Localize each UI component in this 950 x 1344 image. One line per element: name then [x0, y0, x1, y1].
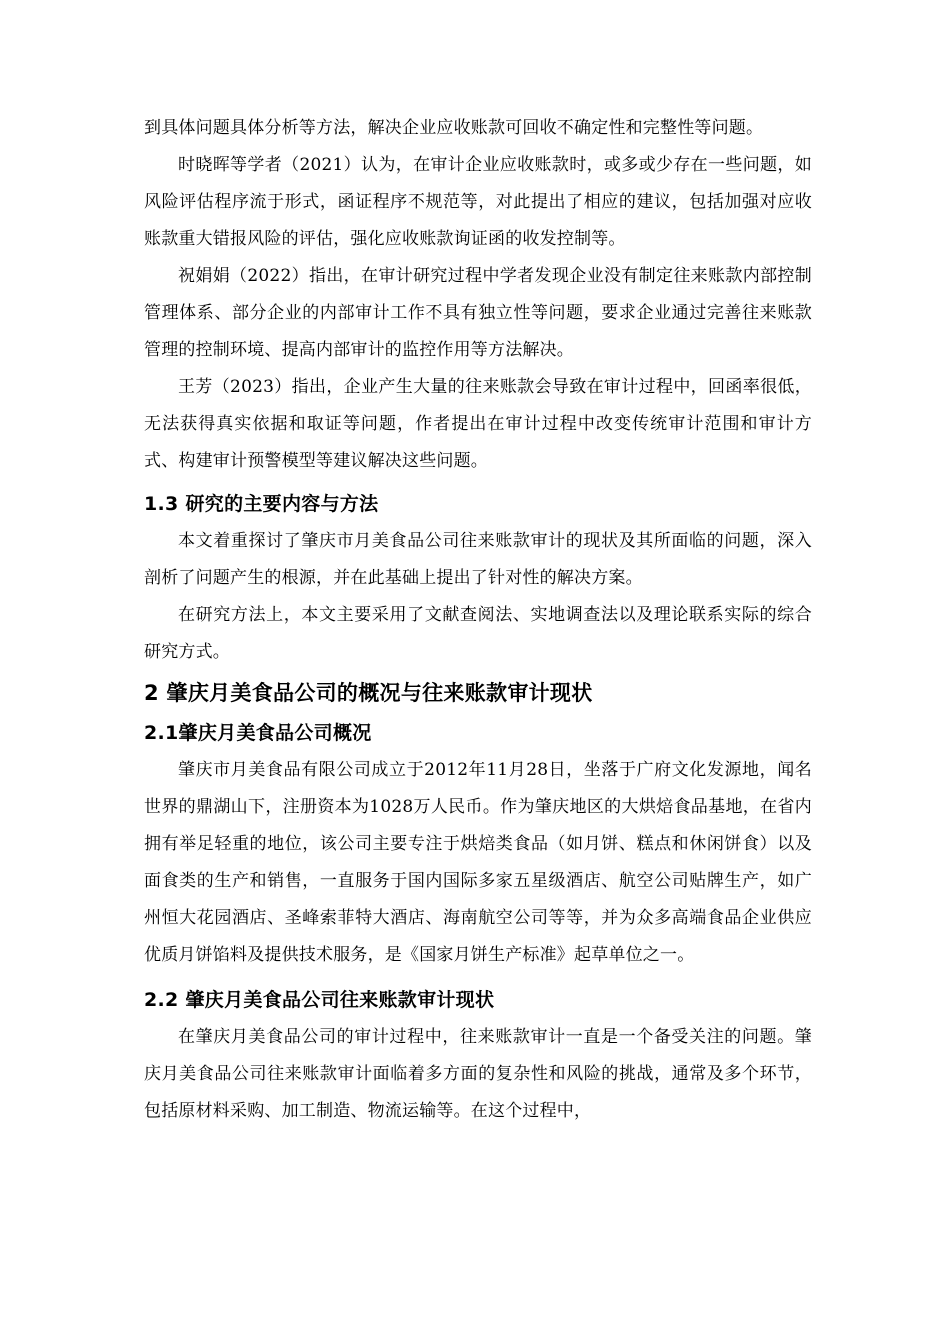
paragraph-company-overview: 肇庆市月美食品有限公司成立于2012年11月28日，坐落于广府文化发源地，闻名世界的鼎湖山下，注册资本为1028万人民币。作为肇庆地区的大烘焙食品基地，在省内拥有举足轻重的地位，该公司主要专注于烘焙类食品（如月饼、糕点和休闲饼食）以及面食类的生产和销售，一直服务于国内国际多家五星级酒店、航空公司贴牌生产，如广州恒大花园酒店、圣峰索菲特大酒店、海南航空公司等等，并为众多高端食品企业供应优质月饼馅料及提供技术服务，是《国家月饼生产标准》起草单位之一。 [144, 760, 812, 965]
section-heading-2-2: 2.2 肇庆月美食品公司往来账款审计现状 [144, 989, 495, 1011]
document-page [144, 110, 812, 1130]
paragraph-main-content: 本文着重探讨了肇庆市月美食品公司往来账款审计的现状及其所面临的问题，深入剖析了问题产生的根源，并在此基础上提出了针对性的解决方案。 [144, 531, 812, 588]
paragraph-audit-status: 在肇庆月美食品公司的审计过程中，往来账款审计一直是一个备受关注的问题。肇庆月美食品公司往来账款审计面临着多方面的复杂性和风险的挑战，通常及多个环节，包括原材料采购、加工制造、物流运输等。在这个过程中， [144, 1027, 812, 1121]
section-heading-2-1: 2.1肇庆月美食品公司概况 [144, 722, 372, 744]
paragraph-zhu-juanjuan: 祝娟娟（2022）指出，在审计研究过程中学者发现企业没有制定往来账款内部控制管理体系、部分企业的内部审计工作不具有独立性等问题，要求企业通过完善往来账款管理的控制环境、提高内部审计的监控作用等方法解决。 [144, 266, 812, 360]
paragraph-wang-fang: 王芳（2023）指出，企业产生大量的往来账款会导致在审计过程中，回函率很低，无法获得真实依据和取证等问题，作者提出在审计过程中改变传统审计范围和审计方式、构建审计预警模型等建议解决这些问题。 [144, 377, 812, 471]
paragraph-continuation: 到具体问题具体分析等方法，解决企业应收账款可回收不确定性和完整性等问题。 [144, 118, 764, 138]
chapter-heading-2: 2 肇庆月美食品公司的概况与往来账款审计现状 [144, 681, 593, 705]
paragraph-shi-xiaohui: 时晓晖等学者（2021）认为，在审计企业应收账款时，或多或少存在一些问题，如风险评估程序流于形式，函证程序不规范等，对此提出了相应的建议，包括加强对应收账款重大错报风险的评估，强化应收账款询证函的收发控制等。 [144, 155, 812, 249]
section-heading-1-3: 1.3 研究的主要内容与方法 [144, 493, 379, 515]
paragraph-research-method: 在研究方法上，本文主要采用了文献查阅法、实地调查法以及理论联系实际的综合研究方式。 [144, 605, 812, 662]
